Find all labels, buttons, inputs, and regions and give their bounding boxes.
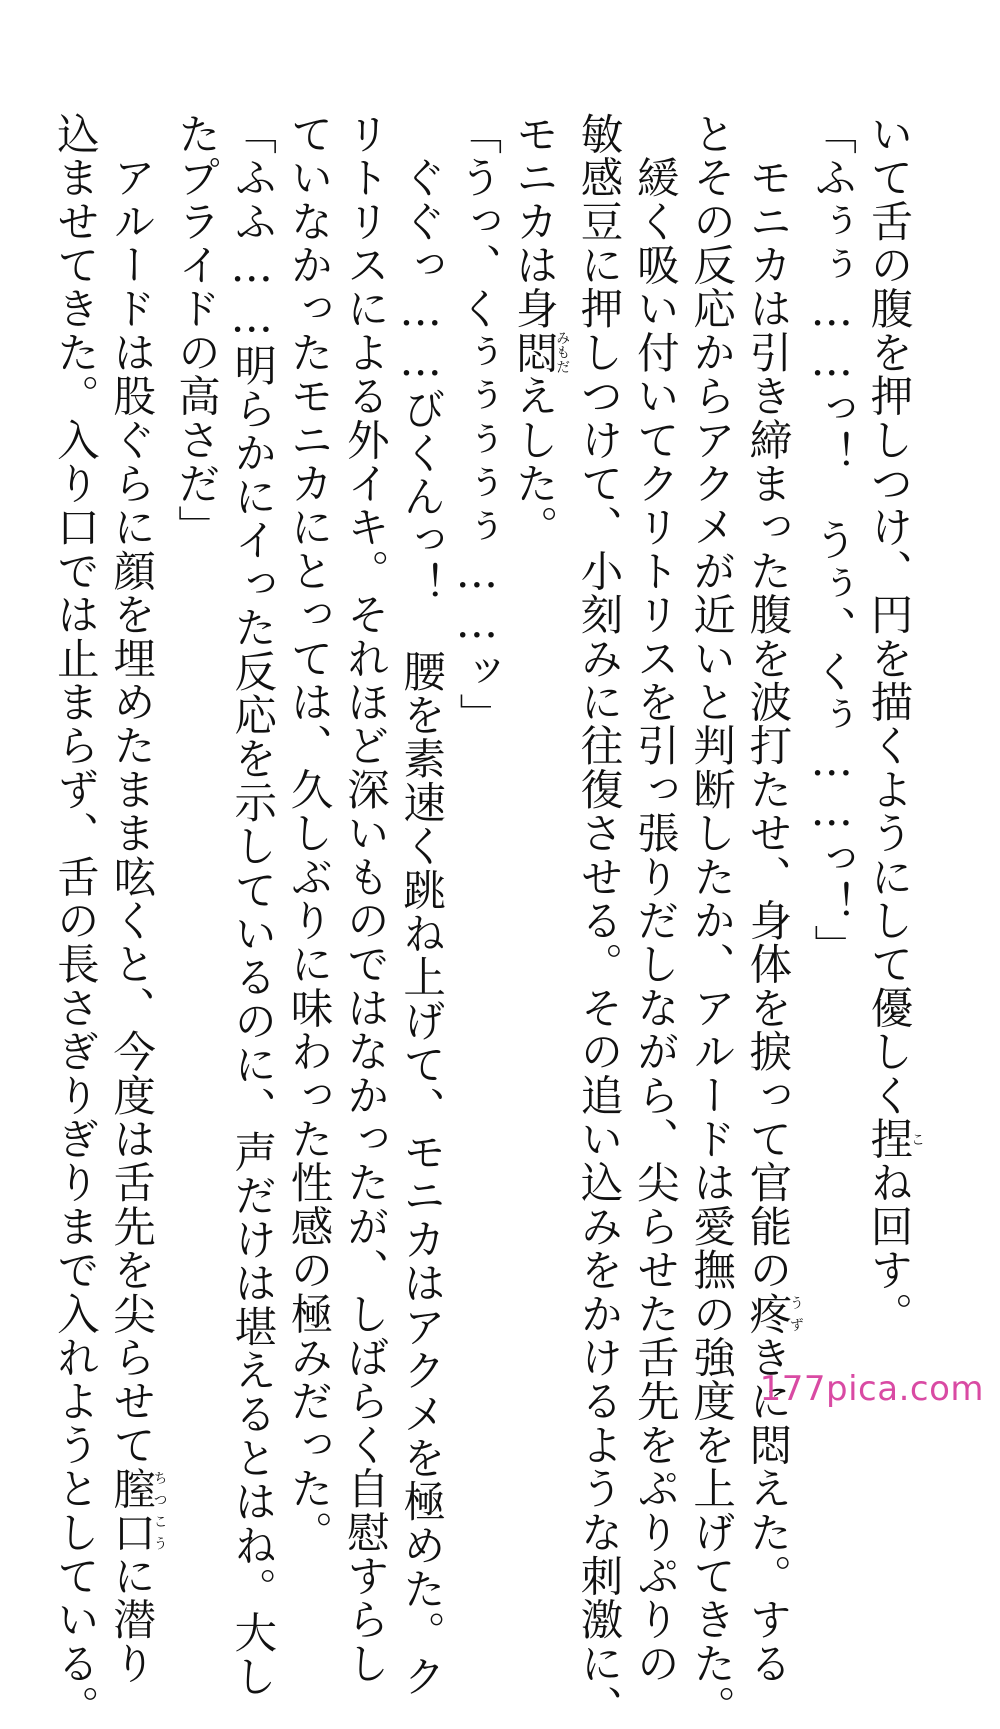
text-line: ぐぐっ……びくんっ！ 腰を素速く跳ね上げて、モニカはアクメを極めた。ク	[396, 112, 446, 1699]
ruby-reading: みもだ	[554, 330, 571, 375]
ruby-annotation: 捏こ	[863, 1117, 925, 1161]
ruby-annotation: 悶みもだ	[508, 330, 571, 375]
text-line: リトリスによる外イキ。それほど深いものではなかったが、しばらく自慰すらし	[339, 112, 389, 1686]
text-line: モニカは引き締まった腹を波打たせ、身体を捩って官能の疼うずきに悶えた。する	[742, 112, 804, 1686]
ruby-annotation: 疼うず	[742, 1291, 804, 1336]
text-line: 「ふぅぅ……っ！ うぅ、くぅ……っ！」	[807, 112, 857, 969]
text-line: たプライドの高さだ」	[170, 112, 220, 549]
text-line: いて舌の腹を押しつけ、円を描くようにして優しく捏こね回す。	[863, 112, 925, 1336]
text-line: 緩く吸い付いてクリトリスを引っ張りだしながら、尖らせた舌先をぷりぷりの	[629, 112, 679, 1686]
text-line: モニカは身悶みもだえした。	[508, 112, 571, 550]
text-line: 敏感豆に押しつけて、小刻みに往復させる。その追い込みをかけるような刺激に、	[573, 112, 623, 1729]
ruby-reading: ちつこう	[151, 1466, 168, 1555]
text-line: 込ませてきた。入り口では止まらず、舌の長さぎりぎりまで入れようとしている。	[49, 112, 99, 1729]
text-line: ていなかったモニカにとっては、久しぶりに味わった性感の極みだった。	[283, 112, 333, 1555]
ruby-reading: うず	[787, 1291, 804, 1336]
watermark-text: 177pica.com	[759, 1369, 984, 1409]
ruby-annotation: 膣口ちつこう	[106, 1466, 168, 1555]
text-line: アルードは股ぐらに顔を埋めたまま呟くと、今度は舌先を尖らせて膣口ちつこうに潜り	[106, 112, 168, 1686]
text-line: 「ふふ……明らかにイった反応を示しているのに、声だけは堪えるとはね。大し	[227, 112, 277, 1699]
text-line: とその反応からアクメが近いと判断したか、アルードは愛撫の強度を上げてきた。	[686, 112, 736, 1729]
ruby-reading: こ	[909, 1117, 925, 1161]
text-line: 「うっ、くぅぅぅぅぅ……ッ」	[452, 112, 502, 737]
